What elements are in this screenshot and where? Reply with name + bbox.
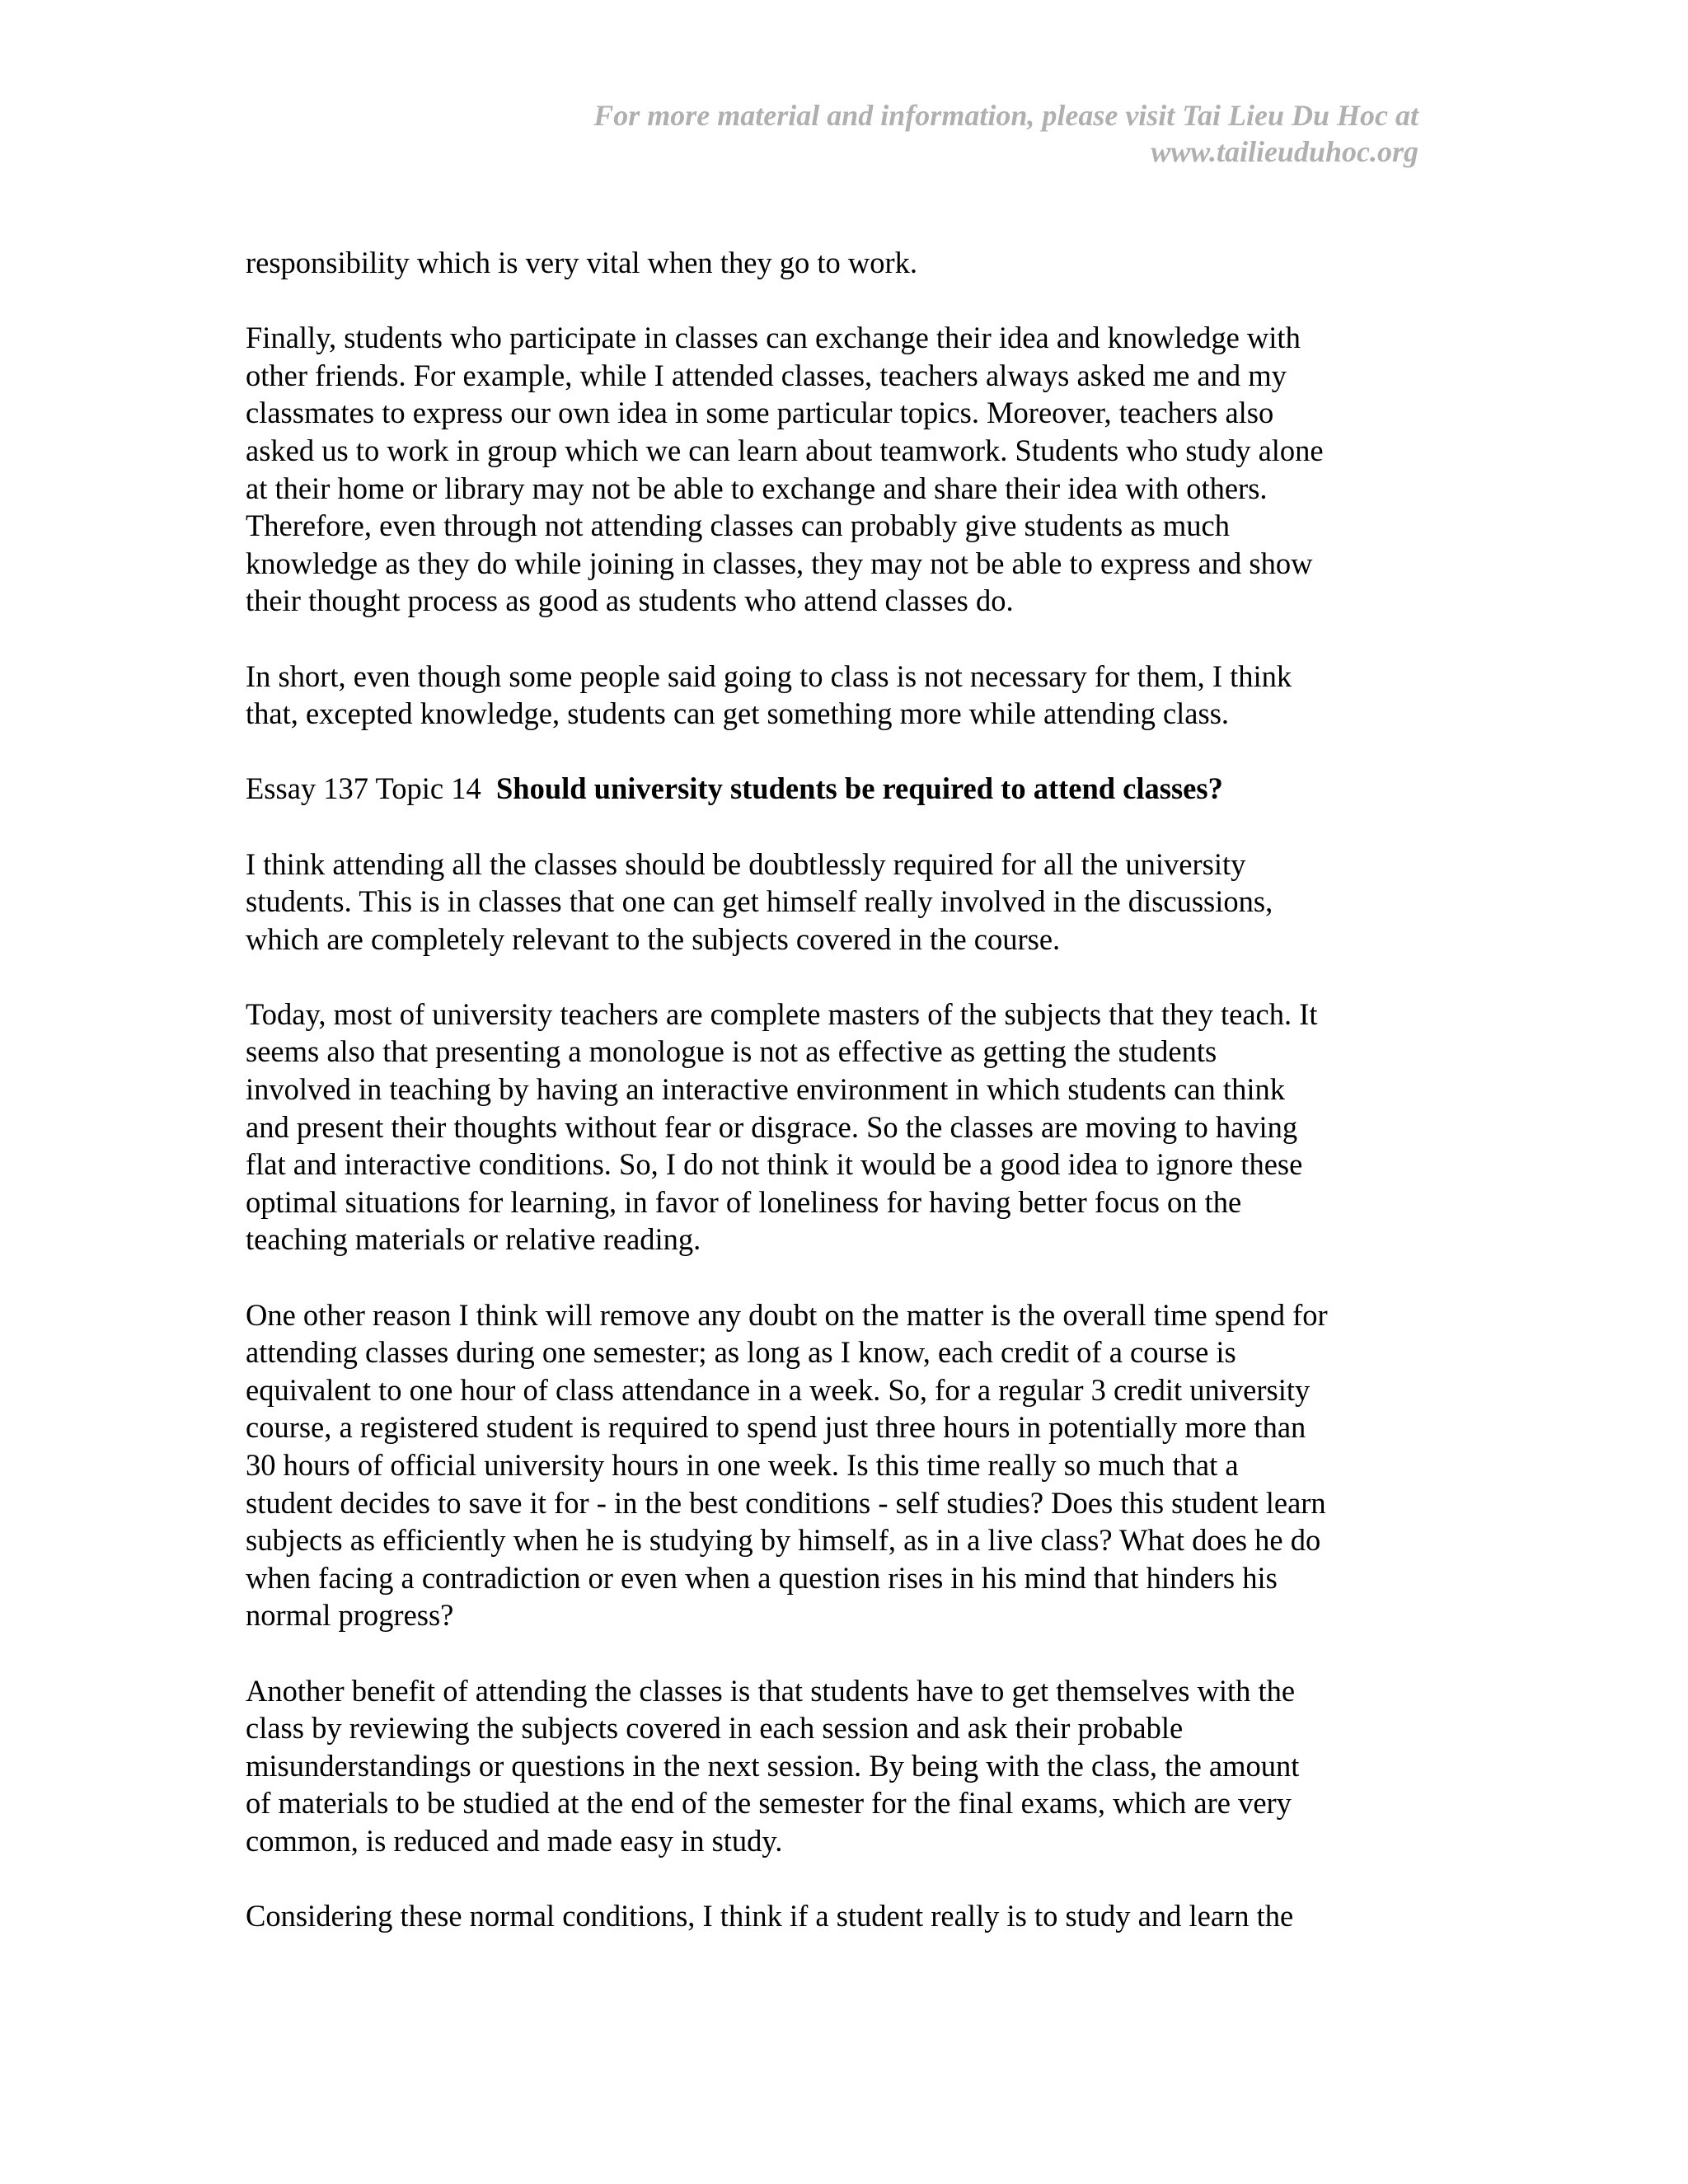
- page-header: [593, 97, 1418, 170]
- paragraph: [246, 319, 1432, 620]
- text-line: Today, most of university teachers are complete masters of the subjects that they teach. It: [246, 996, 1318, 1031]
- document-body: [246, 244, 1432, 1972]
- text-line: In short, even though some people said going to class is not necessary for them, I think: [246, 658, 1292, 693]
- text-line: involved in teaching by having an interactive environment in which students can think: [246, 1072, 1285, 1107]
- text-line: equivalent to one hour of class attendance in a week. So, for a regular 3 credit university: [246, 1372, 1311, 1407]
- essay-label: Essay 137 Topic 14: [246, 771, 481, 806]
- text-line: optimal situations for learning, in favor of loneliness for having better focus on the: [246, 1184, 1242, 1219]
- text-line: 30 hours of official university hours in one week. Is this time really so much that a: [246, 1448, 1239, 1482]
- text-line: other friends. For example, while I attended classes, teachers always asked me and my: [246, 358, 1287, 392]
- text-line: which are completely relevant to the subjects covered in the course.: [246, 921, 1061, 956]
- text-line: Finally, students who participate in classes can exchange their idea and knowledge with: [246, 321, 1301, 355]
- text-line: when facing a contradiction or even when a question rises in his mind that hinders his: [246, 1560, 1278, 1595]
- header-line-1: For more material and information, please visit Tai Lieu Du Hoc at: [593, 99, 1418, 132]
- text-line: seems also that presenting a monologue is not as effective as getting the students: [246, 1034, 1217, 1069]
- paragraph: [246, 244, 1432, 282]
- text-line: attending classes during one semester; as long as I know, each credit of a course is: [246, 1335, 1236, 1370]
- paragraphs-before: [246, 244, 1432, 733]
- text-line: asked us to work in group which we can learn about teamwork. Students who study alone: [246, 433, 1324, 467]
- text-line: common, is reduced and made easy in study.: [246, 1823, 783, 1858]
- text-line: teaching materials or relative reading.: [246, 1222, 701, 1257]
- text-line: knowledge as they do while joining in classes, they may not be able to express and show: [246, 546, 1313, 580]
- paragraph: [246, 658, 1432, 733]
- essay-heading: [246, 770, 1432, 808]
- text-line: Therefore, even through not attending classes can probably give students as much: [246, 509, 1231, 543]
- text-line: student decides to save it for - in the best conditions - self studies? Does this student learn: [246, 1485, 1326, 1520]
- text-line: misunderstandings or questions in the next session. By being with the class, the amount: [246, 1748, 1300, 1783]
- paragraph: [246, 846, 1432, 958]
- text-line: normal progress?: [246, 1598, 454, 1633]
- paragraph: [246, 1672, 1432, 1860]
- text-line: Another benefit of attending the classes is that students have to get themselves with the: [246, 1673, 1296, 1708]
- paragraphs-after: [246, 846, 1432, 1935]
- paragraph: [246, 1296, 1432, 1634]
- text-line: students. This is in classes that one can get himself really involved in the discussions,: [246, 884, 1273, 919]
- text-line: of materials to be studied at the end of the semester for the final exams, which are very: [246, 1786, 1292, 1821]
- text-line: class by reviewing the subjects covered in each session and ask their probable: [246, 1711, 1184, 1746]
- text-line: course, a registered student is required to spend just three hours in potentially more than: [246, 1410, 1306, 1445]
- text-line: One other reason I think will remove any doubt on the matter is the overall time spend for: [246, 1297, 1328, 1332]
- text-line: responsibility which is very vital when they go to work.: [246, 246, 918, 279]
- text-line: at their home or library may not be able to exchange and share their idea with others.: [246, 471, 1268, 505]
- paragraph: [246, 1897, 1432, 1935]
- text-line: Considering these normal conditions, I think if a student really is to study and learn the: [246, 1899, 1294, 1933]
- text-line: flat and interactive conditions. So, I do not think it would be a good idea to ignore these: [246, 1147, 1303, 1182]
- header-website-link[interactable]: www.tailieuduhoc.org: [1151, 135, 1418, 168]
- text-line: I think attending all the classes should be doubtlessly required for all the university: [246, 846, 1246, 881]
- text-line: their thought process as good as students who attend classes do.: [246, 583, 1014, 618]
- paragraph: [246, 996, 1432, 1258]
- text-line: subjects as efficiently when he is studying by himself, as in a live class? What does he do: [246, 1523, 1321, 1558]
- text-line: classmates to express our own idea in some particular topics. Moreover, teachers also: [246, 396, 1274, 430]
- text-line: that, excepted knowledge, students can get something more while attending class.: [246, 696, 1230, 731]
- text-line: and present their thoughts without fear or disgrace. So the classes are moving to having: [246, 1109, 1298, 1144]
- essay-topic: Should university students be required to attend classes?: [495, 771, 1223, 806]
